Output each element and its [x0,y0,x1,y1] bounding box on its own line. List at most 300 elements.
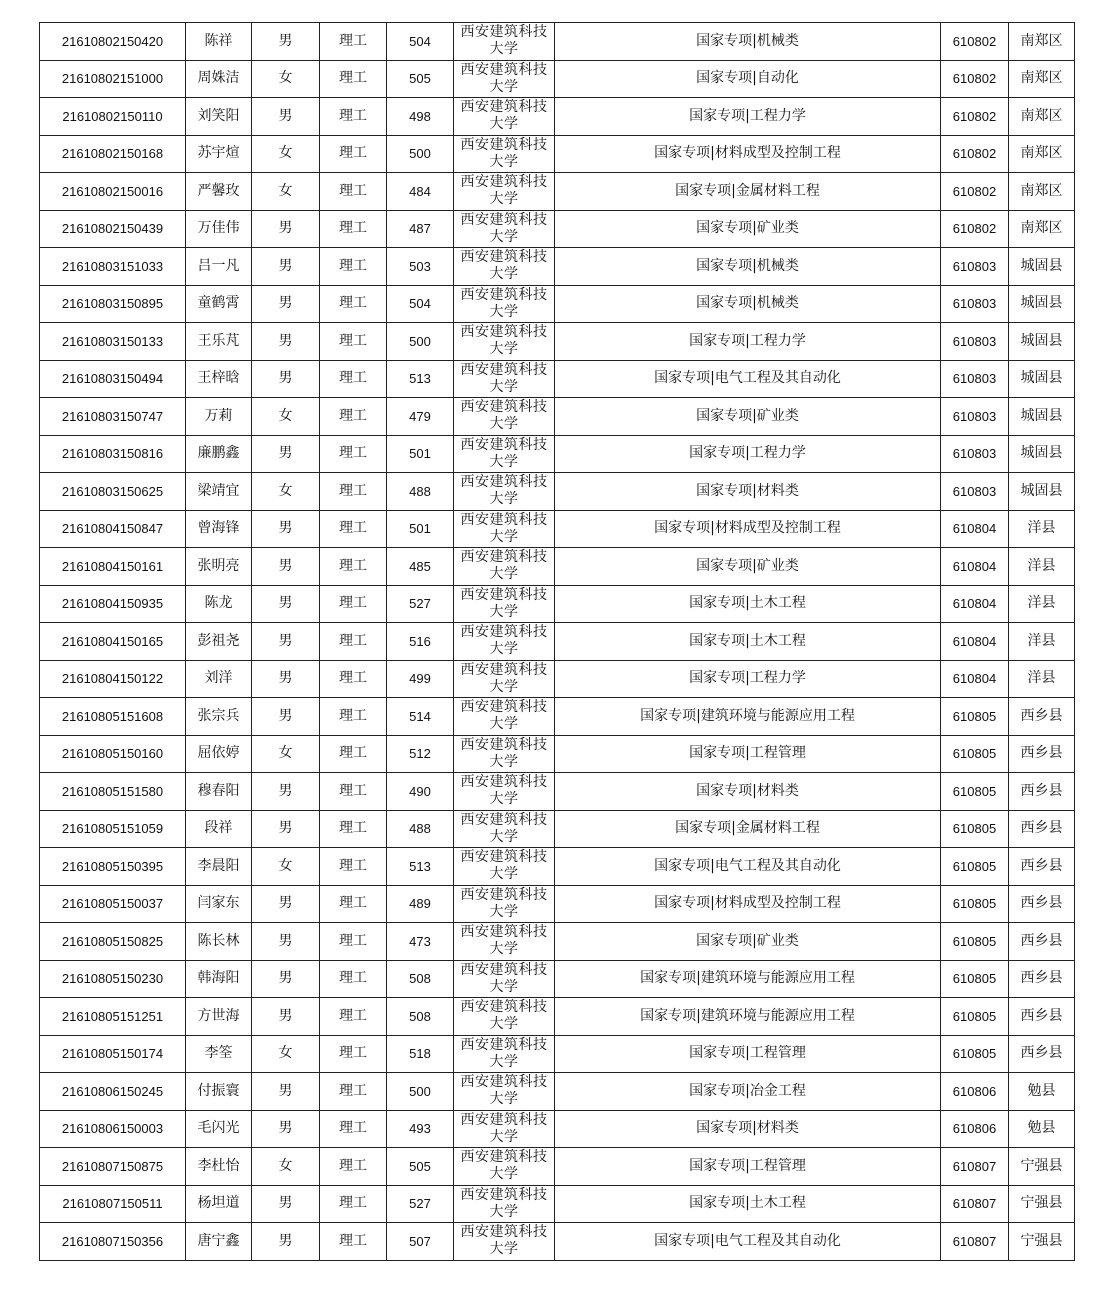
table-row [40,435,1075,473]
gender-cell: 男 [252,510,320,548]
school-name-line2: 大学 [489,1053,519,1070]
region-code-cell: 610802 [941,210,1009,248]
major-cell: 国家专项|工程管理 [555,735,941,773]
gender-cell: 女 [252,60,320,98]
gender-cell: 女 [252,1148,320,1186]
school-cell [454,360,555,398]
category-cell: 理工 [320,285,387,323]
major-cell: 国家专项|建筑环境与能源应用工程 [555,998,941,1036]
region-cell: 西乡县 [1009,848,1075,886]
table-row [40,23,1075,61]
school-name-line2: 大学 [489,866,519,883]
student-name-cell: 韩海阳 [186,960,252,998]
region-code-cell: 610803 [941,323,1009,361]
region-code-cell: 610804 [941,585,1009,623]
region-cell: 南郑区 [1009,135,1075,173]
region-code-cell: 610805 [941,960,1009,998]
exam-id-cell: 21610805151608 [40,698,186,736]
student-name-cell: 毛闪光 [186,1110,252,1148]
school-name-line2: 大学 [489,828,519,845]
school-cell [454,1073,555,1111]
student-name-cell: 屈依婷 [186,735,252,773]
gender-cell: 女 [252,473,320,511]
school-cell [454,960,555,998]
school-name-line1: 西安建筑科技 [460,1224,548,1241]
score-cell: 508 [387,998,454,1036]
exam-id-cell: 21610806150003 [40,1110,186,1148]
score-cell: 500 [387,1073,454,1111]
school-name-line2: 大学 [489,978,519,995]
school-name-line2: 大学 [489,303,519,320]
score-cell: 508 [387,960,454,998]
table-row [40,548,1075,586]
school-name-line2: 大学 [489,528,519,545]
exam-id-cell: 21610804150161 [40,548,186,586]
school-name-line1: 西安建筑科技 [460,511,548,528]
score-cell: 493 [387,1110,454,1148]
exam-id-cell: 21610802150420 [40,23,186,61]
gender-cell: 男 [252,698,320,736]
table-row [40,285,1075,323]
school-cell [454,848,555,886]
school-name-line2: 大学 [489,41,519,58]
score-cell: 503 [387,248,454,286]
major-cell: 国家专项|材料成型及控制工程 [555,135,941,173]
category-cell: 理工 [320,1110,387,1148]
table-row [40,1223,1075,1261]
major-cell: 国家专项|矿业类 [555,398,941,436]
gender-cell: 男 [252,1185,320,1223]
major-cell: 国家专项|电气工程及其自动化 [555,1223,941,1261]
school-cell [454,210,555,248]
major-cell: 国家专项|土木工程 [555,585,941,623]
student-name-cell: 付振寰 [186,1073,252,1111]
student-name-cell: 万佳伟 [186,210,252,248]
table-row [40,923,1075,961]
region-cell: 城固县 [1009,248,1075,286]
school-name-line2: 大学 [489,1241,519,1258]
student-name-cell: 闫家东 [186,885,252,923]
table-row [40,473,1075,511]
region-code-cell: 610805 [941,810,1009,848]
school-cell [454,1185,555,1223]
school-name-line2: 大学 [489,228,519,245]
score-cell: 505 [387,60,454,98]
school-name-line1: 西安建筑科技 [460,1036,548,1053]
region-cell: 城固县 [1009,360,1075,398]
score-cell: 500 [387,135,454,173]
major-cell: 国家专项|材料类 [555,1110,941,1148]
region-code-cell: 610805 [941,773,1009,811]
gender-cell: 男 [252,1110,320,1148]
school-name-line1: 西安建筑科技 [460,999,548,1016]
school-name-line2: 大学 [489,341,519,358]
school-cell [454,585,555,623]
major-cell: 国家专项|机械类 [555,248,941,286]
category-cell: 理工 [320,660,387,698]
category-cell: 理工 [320,1035,387,1073]
school-name-line1: 西安建筑科技 [460,1111,548,1128]
exam-id-cell: 21610805151059 [40,810,186,848]
gender-cell: 男 [252,323,320,361]
region-cell: 南郑区 [1009,98,1075,136]
score-cell: 485 [387,548,454,586]
major-cell: 国家专项|土木工程 [555,623,941,661]
region-cell: 勉县 [1009,1073,1075,1111]
gender-cell: 男 [252,623,320,661]
region-cell: 洋县 [1009,548,1075,586]
exam-id-cell: 21610803150747 [40,398,186,436]
table-row [40,885,1075,923]
gender-cell: 男 [252,548,320,586]
major-cell: 国家专项|工程力学 [555,98,941,136]
major-cell: 国家专项|建筑环境与能源应用工程 [555,698,941,736]
major-cell: 国家专项|电气工程及其自动化 [555,848,941,886]
region-code-cell: 610807 [941,1223,1009,1261]
exam-id-cell: 21610803151033 [40,248,186,286]
school-cell [454,473,555,511]
category-cell: 理工 [320,885,387,923]
gender-cell: 男 [252,285,320,323]
school-cell [454,1148,555,1186]
school-name-line1: 西安建筑科技 [460,549,548,566]
school-cell [454,660,555,698]
category-cell: 理工 [320,210,387,248]
category-cell: 理工 [320,773,387,811]
school-cell [454,1110,555,1148]
score-cell: 505 [387,1148,454,1186]
school-cell [454,810,555,848]
score-cell: 488 [387,810,454,848]
region-cell: 城固县 [1009,323,1075,361]
region-code-cell: 610804 [941,548,1009,586]
school-name-line1: 西安建筑科技 [460,961,548,978]
gender-cell: 男 [252,660,320,698]
major-cell: 国家专项|矿业类 [555,923,941,961]
student-name-cell: 吕一凡 [186,248,252,286]
school-name-line2: 大学 [489,491,519,508]
school-cell [454,885,555,923]
school-name-line1: 西安建筑科技 [460,136,548,153]
major-cell: 国家专项|机械类 [555,285,941,323]
student-name-cell: 万莉 [186,398,252,436]
exam-id-cell: 21610802150168 [40,135,186,173]
school-cell [454,510,555,548]
region-cell: 西乡县 [1009,960,1075,998]
gender-cell: 男 [252,248,320,286]
table-row [40,585,1075,623]
school-name-line2: 大学 [489,716,519,733]
gender-cell: 男 [252,960,320,998]
table-row [40,1073,1075,1111]
table-row [40,773,1075,811]
region-code-cell: 610805 [941,1035,1009,1073]
major-cell: 国家专项|矿业类 [555,548,941,586]
score-cell: 490 [387,773,454,811]
major-cell: 国家专项|材料类 [555,773,941,811]
school-name-line1: 西安建筑科技 [460,1074,548,1091]
student-name-cell: 梁靖宜 [186,473,252,511]
school-name-line1: 西安建筑科技 [460,661,548,678]
exam-id-cell: 21610805151251 [40,998,186,1036]
school-name-line2: 大学 [489,1091,519,1108]
school-name-line2: 大学 [489,1128,519,1145]
school-cell [454,285,555,323]
exam-id-cell: 21610805150230 [40,960,186,998]
region-code-cell: 610806 [941,1110,1009,1148]
region-code-cell: 610804 [941,623,1009,661]
table-row [40,998,1075,1036]
region-code-cell: 610803 [941,285,1009,323]
region-cell: 西乡县 [1009,923,1075,961]
student-name-cell: 刘洋 [186,660,252,698]
school-name-line1: 西安建筑科技 [460,436,548,453]
table-row [40,1110,1075,1148]
category-cell: 理工 [320,473,387,511]
school-name-line2: 大学 [489,903,519,920]
category-cell: 理工 [320,1223,387,1261]
region-cell: 城固县 [1009,285,1075,323]
student-name-cell: 唐宁鑫 [186,1223,252,1261]
region-cell: 南郑区 [1009,210,1075,248]
gender-cell: 男 [252,773,320,811]
region-code-cell: 610805 [941,885,1009,923]
gender-cell: 女 [252,398,320,436]
category-cell: 理工 [320,23,387,61]
exam-id-cell: 21610803150625 [40,473,186,511]
exam-id-cell: 21610807150356 [40,1223,186,1261]
school-name-line2: 大学 [489,1166,519,1183]
region-code-cell: 610805 [941,923,1009,961]
school-name-line1: 西安建筑科技 [460,924,548,941]
student-name-cell: 张明亮 [186,548,252,586]
school-name-line2: 大学 [489,678,519,695]
school-name-line1: 西安建筑科技 [460,99,548,116]
category-cell: 理工 [320,1185,387,1223]
school-name-line1: 西安建筑科技 [460,811,548,828]
category-cell: 理工 [320,135,387,173]
student-name-cell: 刘笑阳 [186,98,252,136]
table-row [40,135,1075,173]
category-cell: 理工 [320,548,387,586]
table-row [40,98,1075,136]
region-cell: 西乡县 [1009,885,1075,923]
school-cell [454,698,555,736]
score-cell: 527 [387,585,454,623]
school-name-line2: 大学 [489,266,519,283]
school-cell [454,1035,555,1073]
region-cell: 城固县 [1009,435,1075,473]
major-cell: 国家专项|材料成型及控制工程 [555,510,941,548]
category-cell: 理工 [320,98,387,136]
school-cell [454,735,555,773]
table-row [40,660,1075,698]
major-cell: 国家专项|土木工程 [555,1185,941,1223]
school-cell [454,623,555,661]
region-code-cell: 610805 [941,698,1009,736]
region-cell: 勉县 [1009,1110,1075,1148]
score-cell: 499 [387,660,454,698]
region-cell: 洋县 [1009,585,1075,623]
score-cell: 473 [387,923,454,961]
school-cell [454,98,555,136]
gender-cell: 男 [252,1073,320,1111]
category-cell: 理工 [320,848,387,886]
exam-id-cell: 21610804150935 [40,585,186,623]
table-row [40,210,1075,248]
table-body [40,23,1075,1261]
student-name-cell: 陈龙 [186,585,252,623]
major-cell: 国家专项|工程力学 [555,323,941,361]
school-cell [454,398,555,436]
region-code-cell: 610803 [941,473,1009,511]
school-name-line1: 西安建筑科技 [460,1149,548,1166]
score-cell: 516 [387,623,454,661]
school-cell [454,923,555,961]
school-name-line1: 西安建筑科技 [460,286,548,303]
exam-id-cell: 21610802151000 [40,60,186,98]
school-name-line1: 西安建筑科技 [460,774,548,791]
exam-id-cell: 21610803150895 [40,285,186,323]
student-name-cell: 王梓晗 [186,360,252,398]
score-cell: 500 [387,323,454,361]
region-cell: 西乡县 [1009,735,1075,773]
region-cell: 南郑区 [1009,23,1075,61]
category-cell: 理工 [320,698,387,736]
table-row [40,698,1075,736]
exam-id-cell: 21610807150511 [40,1185,186,1223]
region-code-cell: 610804 [941,510,1009,548]
school-name-line1: 西安建筑科技 [460,211,548,228]
major-cell: 国家专项|电气工程及其自动化 [555,360,941,398]
gender-cell: 男 [252,810,320,848]
major-cell: 国家专项|材料类 [555,473,941,511]
score-cell: 488 [387,473,454,511]
school-cell [454,323,555,361]
school-name-line2: 大学 [489,191,519,208]
score-cell: 479 [387,398,454,436]
school-name-line1: 西安建筑科技 [460,886,548,903]
exam-id-cell: 21610803150816 [40,435,186,473]
gender-cell: 女 [252,848,320,886]
gender-cell: 男 [252,23,320,61]
table-row [40,248,1075,286]
region-cell: 宁强县 [1009,1148,1075,1186]
category-cell: 理工 [320,810,387,848]
region-cell: 城固县 [1009,473,1075,511]
exam-id-cell: 21610802150016 [40,173,186,211]
school-name-line1: 西安建筑科技 [460,249,548,266]
score-cell: 498 [387,98,454,136]
school-name-line2: 大学 [489,378,519,395]
table-row [40,848,1075,886]
score-cell: 512 [387,735,454,773]
gender-cell: 男 [252,98,320,136]
category-cell: 理工 [320,623,387,661]
region-code-cell: 610802 [941,60,1009,98]
school-name-line2: 大学 [489,453,519,470]
school-name-line1: 西安建筑科技 [460,324,548,341]
student-name-cell: 张宗兵 [186,698,252,736]
score-cell: 527 [387,1185,454,1223]
school-name-line2: 大学 [489,416,519,433]
score-cell: 513 [387,360,454,398]
school-name-line1: 西安建筑科技 [460,736,548,753]
score-cell: 501 [387,510,454,548]
student-name-cell: 苏宇煊 [186,135,252,173]
gender-cell: 男 [252,585,320,623]
gender-cell: 女 [252,135,320,173]
exam-id-cell: 21610805151580 [40,773,186,811]
table-row [40,735,1075,773]
table-row [40,960,1075,998]
gender-cell: 男 [252,998,320,1036]
student-name-cell: 方世海 [186,998,252,1036]
table-row [40,623,1075,661]
region-cell: 宁强县 [1009,1223,1075,1261]
school-name-line2: 大学 [489,941,519,958]
exam-id-cell: 21610807150875 [40,1148,186,1186]
school-cell [454,23,555,61]
school-cell [454,1223,555,1261]
gender-cell: 男 [252,1223,320,1261]
score-cell: 484 [387,173,454,211]
region-cell: 西乡县 [1009,1035,1075,1073]
region-cell: 西乡县 [1009,998,1075,1036]
table-row [40,810,1075,848]
table-row [40,323,1075,361]
exam-id-cell: 21610805150825 [40,923,186,961]
category-cell: 理工 [320,173,387,211]
category-cell: 理工 [320,923,387,961]
table-row [40,173,1075,211]
school-name-line2: 大学 [489,78,519,95]
region-cell: 洋县 [1009,510,1075,548]
gender-cell: 女 [252,735,320,773]
region-code-cell: 610804 [941,660,1009,698]
student-name-cell: 李杜怡 [186,1148,252,1186]
exam-id-cell: 21610803150494 [40,360,186,398]
table-row [40,1185,1075,1223]
school-cell [454,60,555,98]
region-code-cell: 610805 [941,998,1009,1036]
school-name-line2: 大学 [489,1203,519,1220]
score-cell: 504 [387,285,454,323]
score-cell: 507 [387,1223,454,1261]
score-cell: 501 [387,435,454,473]
exam-id-cell: 21610805150160 [40,735,186,773]
gender-cell: 男 [252,885,320,923]
major-cell: 国家专项|建筑环境与能源应用工程 [555,960,941,998]
category-cell: 理工 [320,60,387,98]
student-name-cell: 廉鹏鑫 [186,435,252,473]
region-cell: 南郑区 [1009,173,1075,211]
student-name-cell: 周姝洁 [186,60,252,98]
region-cell: 西乡县 [1009,698,1075,736]
student-name-cell: 陈祥 [186,23,252,61]
school-cell [454,135,555,173]
exam-id-cell: 21610804150122 [40,660,186,698]
major-cell: 国家专项|冶金工程 [555,1073,941,1111]
major-cell: 国家专项|工程力学 [555,435,941,473]
gender-cell: 男 [252,210,320,248]
region-cell: 洋县 [1009,623,1075,661]
major-cell: 国家专项|材料成型及控制工程 [555,885,941,923]
region-code-cell: 610803 [941,360,1009,398]
school-name-line2: 大学 [489,753,519,770]
student-name-cell: 曾海锋 [186,510,252,548]
table-row [40,510,1075,548]
